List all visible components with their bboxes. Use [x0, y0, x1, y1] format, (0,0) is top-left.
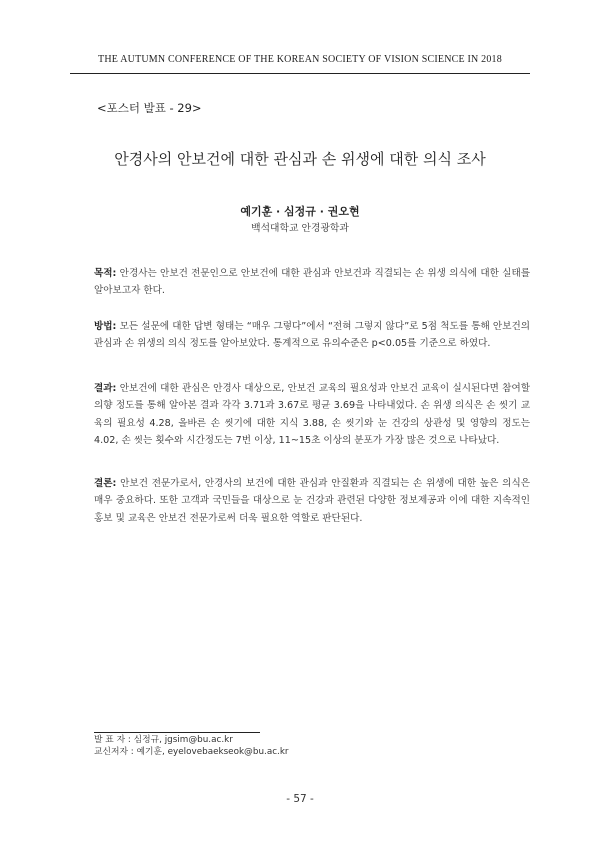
section-conclusion — [94, 475, 530, 527]
section-result-text: 안보건에 대한 관심은 안경사 대상으로, 안보건 교육의 필요성과 안보건 교육이 실시된다면 참여할 의향 정도를 통해 알아본 결과 각각 3.71과 3.67로 평균 3.69을 나타내었다. 손 위생 의식은 손 씻기 교육의 필요성 4.28, 올바른 손 씻기에 대한 지식 3.88, 손 씻기와 눈 건강의 상관성 및 영향의 정도는 4.02, 손 씻는 횟수와 시간정도는 7번 이상, 11~15초 이상의 분포가 가장 많은 것으로 나타났다. — [94, 383, 530, 446]
section-purpose-text: 안경사는 안보건 전문인으로 안보건에 대한 관심과 안보건과 직결되는 손 위생 의식에 대한 실태를 알아보고자 한다. — [94, 268, 530, 297]
footnote-presenter: 발 표 자 : 심정규, jgsim@bu.ac.kr — [94, 735, 233, 745]
section-result — [94, 380, 530, 449]
section-conclusion-label: 결론: — [94, 478, 117, 489]
section-purpose — [94, 265, 530, 300]
section-method-text: 모든 설문에 대한 답변 형태는 “매우 그렇다”에서 “전혀 그렇지 않다”로 5점 척도를 통해 안보건의 관심과 손 위생의 의식 정도를 알아보았다. 통계적으로 유의수준은 p<0.05를 기준으로 하였다. — [94, 321, 530, 350]
footnotes — [94, 735, 289, 758]
affiliation: 백석대학교 안경광학과 — [251, 223, 349, 234]
conference-header: THE AUTUMN CONFERENCE OF THE KOREAN SOCIETY OF VISION SCIENCE IN 2018 — [98, 54, 502, 65]
header-rule — [70, 73, 530, 74]
poster-tag: <포스터 발표 - 29> — [97, 101, 202, 115]
section-purpose-label: 목적: — [94, 268, 117, 279]
section-method — [94, 318, 530, 353]
section-result-label: 결과: — [94, 383, 117, 394]
page-number: - 57 - — [286, 793, 314, 805]
section-conclusion-text: 안보건 전문가로서, 안경사의 보건에 대한 관심과 안질환과 직결되는 손 위생에 대한 높은 의식은 매우 중요하다. 또한 고객과 국민들을 대상으로 눈 건강과 관련된 다양한 정보제공과 이에 대한 지속적인 홍보 및 교육은 안보건 전문가로써 더욱 필요한 역할로 판단된다. — [94, 478, 530, 524]
author-list: 예기훈 · 심정규 · 권오현 — [240, 205, 360, 218]
paper-title: 안경사의 안보건에 대한 관심과 손 위생에 대한 의식 조사 — [114, 150, 486, 168]
footnote-corresponding: 교신저자 : 예기훈, eyelovebaekseok@bu.ac.kr — [94, 746, 289, 757]
footnote-rule — [94, 732, 260, 733]
section-method-label: 방법: — [94, 321, 117, 332]
